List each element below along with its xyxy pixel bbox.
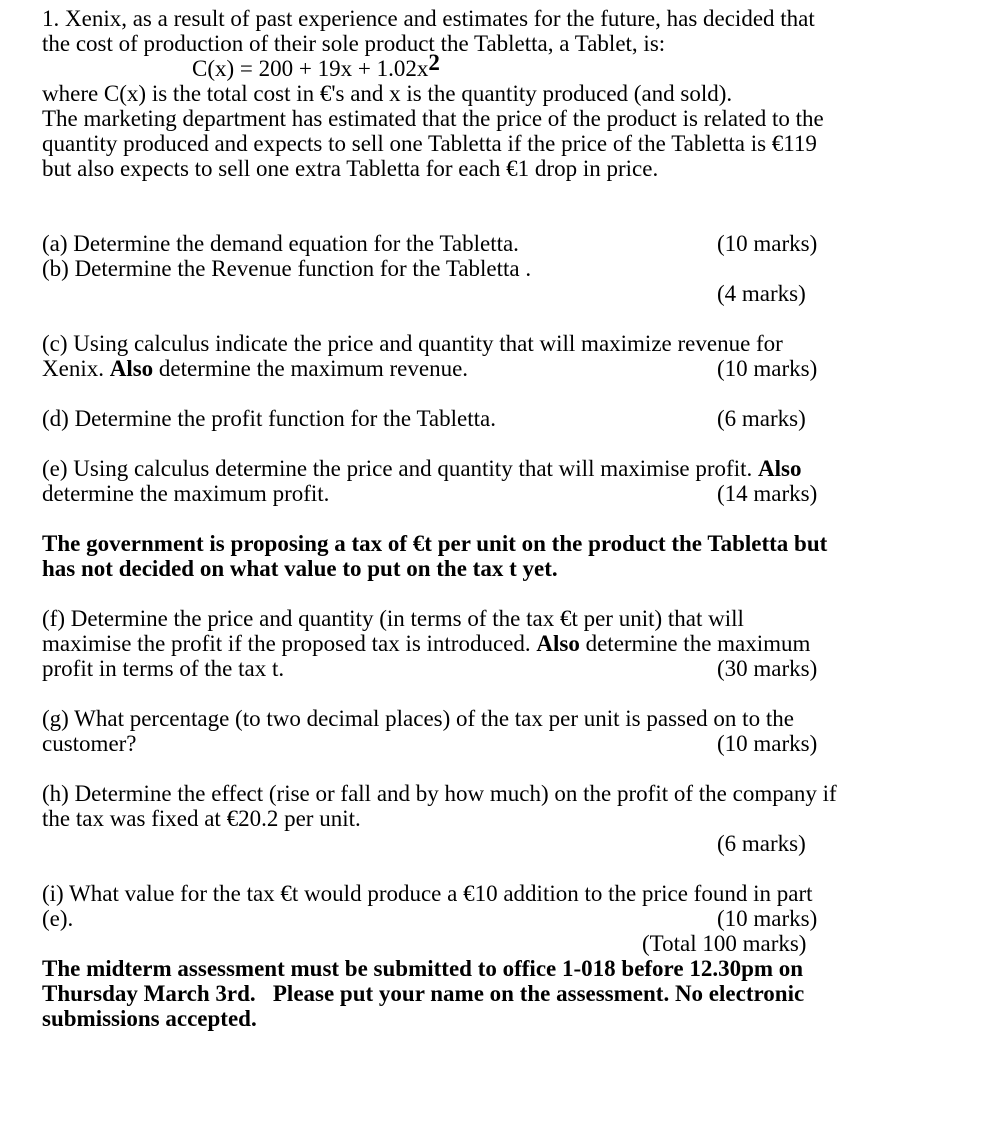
part-i-text-line-2: (e). <box>42 906 74 931</box>
submission-line-2: Thursday March 3rd. Please put your name on the assessment. No electronic <box>42 981 805 1006</box>
tax-notice-line-1: The government is proposing a tax of €t per unit on the product the Tabletta but <box>42 531 828 556</box>
intro-line-5: The marketing department has estimated that the price of the product is related to the <box>42 106 824 131</box>
part-d-text: (d) Determine the profit function for the Tabletta. <box>42 406 496 431</box>
tax-notice-line-2: has not decided on what value to put on the tax t yet. <box>42 556 558 581</box>
part-d <box>42 406 942 431</box>
cost-formula <box>42 50 942 81</box>
part-i-line-1: (i) What value for the tax €t would produce a €10 addition to the price found in part <box>42 881 813 906</box>
part-e-line-2 <box>42 481 942 506</box>
part-b <box>42 256 942 281</box>
part-f-marks: (30 marks) <box>717 656 818 681</box>
part-a <box>42 231 942 256</box>
assignment-page <box>42 6 942 1031</box>
part-f <box>42 606 942 631</box>
part-e-marks: (14 marks) <box>717 481 818 506</box>
part-i <box>42 881 942 906</box>
part-h-line-2 <box>42 806 942 831</box>
part-c-line-1: (c) Using calculus indicate the price and quantity that will maximize revenue for <box>42 331 783 356</box>
part-g-line-1: (g) What percentage (to two decimal places) of the tax per unit is passed on to the <box>42 706 794 731</box>
cost-formula-text: C(x) = 200 + 19x + 1.02x <box>192 56 429 81</box>
total-marks-row <box>42 931 942 956</box>
part-f-text-pre: maximise the profit if the proposed tax is introduced. <box>42 631 537 656</box>
part-i-marks: (10 marks) <box>717 906 818 931</box>
part-e-text-bold: Also <box>758 456 802 481</box>
part-g <box>42 706 942 731</box>
part-h-text-line-2: the tax was fixed at €20.2 per unit. <box>42 806 361 831</box>
submission-line-1: The midterm assessment must be submitted to office 1-018 before 12.30pm on <box>42 956 804 981</box>
part-g-marks: (10 marks) <box>717 731 818 756</box>
part-h-line-1: (h) Determine the effect (rise or fall and by how much) on the profit of the company if <box>42 781 837 806</box>
part-h <box>42 781 942 806</box>
intro-line-6: quantity produced and expects to sell one Tabletta if the price of the Tabletta is €119 <box>42 131 817 156</box>
part-c-text-pre: Xenix. <box>42 356 110 381</box>
part-f-line-1: (f) Determine the price and quantity (in terms of the tax €t per unit) that will <box>42 606 744 631</box>
part-e-text-line-2: determine the maximum profit. <box>42 481 330 506</box>
part-f-text-post: determine the maximum <box>579 631 811 656</box>
part-f-text-line-3: profit in terms of the tax t. <box>42 656 285 681</box>
part-f-line-2 <box>42 631 942 656</box>
intro-line-4: where C(x) is the total cost in €'s and x is the quantity produced (and sold). <box>42 81 733 106</box>
part-i-line-2 <box>42 906 942 931</box>
part-e <box>42 456 942 481</box>
part-c-line-2 <box>42 356 942 381</box>
part-c <box>42 331 942 356</box>
intro-line-7: but also expects to sell one extra Tabletta for each €1 drop in price. <box>42 156 659 181</box>
part-e-text-pre: (e) Using calculus determine the price and quantity that will maximise profit. <box>42 456 758 481</box>
part-h-marks-row <box>42 831 942 856</box>
part-c-text-bold: Also <box>109 356 154 381</box>
intro-line-2: the cost of production of their sole product the Tabletta, a Tablet, is: <box>42 31 666 56</box>
part-c-text-post: determine the maximum revenue. <box>153 356 469 381</box>
part-b-marks-row <box>42 281 942 306</box>
part-f-text-bold: Also <box>536 631 580 656</box>
part-b-text: (b) Determine the Revenue function for the Tabletta . <box>42 256 532 281</box>
submission-line-3: submissions accepted. <box>42 1006 257 1031</box>
part-g-text-line-2: customer? <box>42 731 137 756</box>
part-d-marks: (6 marks) <box>717 406 806 431</box>
part-a-text: (a) Determine the demand equation for the Tabletta. <box>42 231 519 256</box>
part-h-marks: (6 marks) <box>717 831 806 856</box>
part-b-marks: (4 marks) <box>717 281 806 306</box>
part-a-marks: (10 marks) <box>717 231 818 256</box>
part-c-marks: (10 marks) <box>717 356 818 381</box>
part-f-line-3 <box>42 656 942 681</box>
part-g-line-2 <box>42 731 942 756</box>
cost-formula-exponent: 2 <box>428 50 440 75</box>
total-marks: (Total 100 marks) <box>642 931 807 956</box>
intro-line-1: 1. Xenix, as a result of past experience and estimates for the future, has decided that <box>42 6 815 31</box>
